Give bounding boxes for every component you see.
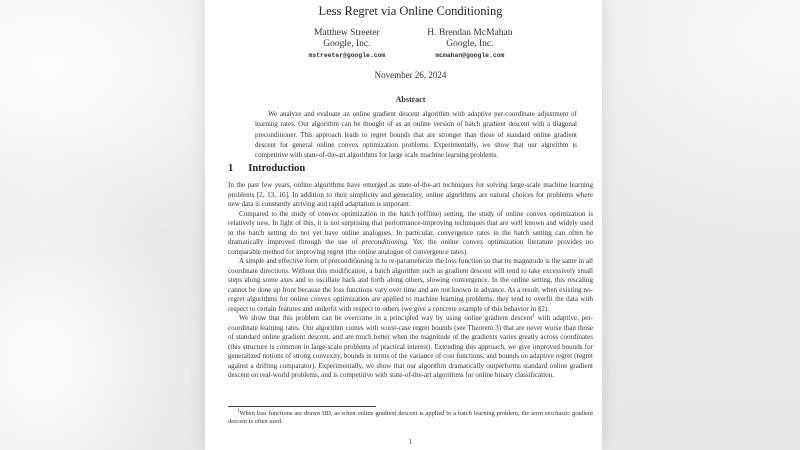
- introduction-section: [228, 160, 593, 405]
- paper-date: November 26, 2024: [374, 70, 447, 80]
- author-block: [228, 28, 593, 60]
- author-1: [309, 28, 386, 60]
- footnote-reference-marker: 1: [532, 313, 535, 319]
- footnote-rule: [228, 406, 376, 407]
- abstract-heading: Abstract: [395, 95, 426, 104]
- paragraph-4-text: We show that this problem can be overcome in a principled way by using online gradient descent: [239, 314, 533, 322]
- paragraph-4: [228, 314, 593, 381]
- section-number: 1: [228, 163, 234, 174]
- author-2-email: mcmahan@google.com: [435, 52, 505, 59]
- paper-title: Less Regret via Online Conditioning: [318, 4, 503, 18]
- paragraph-4-text-end: with adaptive, per-coordinate learning rates. Our algorithm comes with worst-case regret bounds (see Theorem 3) that are never worse than those of standard online gradient descent, and are much better when the magnitude of the gradients varies greatly across coordinates (this structure is common in large-scale problems of practical interest). Extending this approach, we give improved bounds for generalized notions of strong convexity, bounds in terms of the variance of cost functions, and bounds on adaptive regret (regret against a drifting comparator). Experimentally, we show that our algorithm dramatically outperforms standard online gradient descent on real-world problems, and is competitive with state-of-the-art algorithms for online binary classification.: [228, 314, 593, 379]
- author-2: [427, 28, 512, 60]
- section-title: Introduction: [248, 163, 306, 174]
- author-2-name: H. Brendan McMahan: [427, 28, 513, 38]
- author-1-name: Matthew Streeter: [314, 28, 380, 38]
- paragraph-2-italic-term: preconditioning: [361, 238, 407, 246]
- abstract-text: We analyze and evaluate an online gradient descent algorithm with adaptive per-coordinate adjustment of learning rates. Our algorithm can be thought of as an online version of batch gradient descent with a diagonal preconditioner. This approach leads to regret bounds that are stronger than those of standard online gradient descent for general online convex optimization problems. Experimentally, we show that our algorithm is competitive with state-of-the-art algorithms for large scale machine learning problems.: [255, 110, 577, 160]
- paragraph-3: A simple and effective form of preconditioning is to re-parameterize the loss function so that its magnitude is the same in all coordinate directions. Without this modification, a batch algorithm such as gradient descent will tend to take excessively small steps along some axes and to oscillate back and forth along others, slowing convergence. In the online setting, this rescaling cannot be done up front because the loss functions vary over time and are not known in advance. As a result, when existing no-regret algorithms for online convex optimization are applied to machine learning problems, they tend to overfit the data with respect to certain features and underfit with respect to others (we give a concrete example of this behavior in §2).: [228, 257, 593, 313]
- author-1-email: mstreeter@google.com: [308, 52, 386, 59]
- paper-page: [205, 0, 602, 450]
- footnote-text: When loss functions are drawn IID, as when online gradient descent is applied to a batch learning problem, the term stochastic gradient descent is often used.: [228, 410, 593, 426]
- section-heading: [228, 163, 593, 174]
- paragraph-2: [228, 210, 593, 258]
- page-number: 1: [408, 437, 413, 446]
- footnote: [228, 410, 593, 427]
- author-2-affiliation: Google, Inc.: [446, 39, 494, 49]
- paragraph-1: In the past few years, online algorithms have emerged as state-of-the-art techniques for solving large-scale machine learning problems [2, 13, 16]. In addition to their simplicity and generality, online algorithms are natural choices for problems where new data is constantly arriving and rapid adaptation is imporant.: [228, 181, 593, 208]
- author-1-affiliation: Google, Inc.: [323, 39, 371, 49]
- paragraph-2-text: Compared to the study of convex optimization in the batch (offline) setting, the study of online convex optimization is relatively new. In light of this, it is not surprising that performance-improving techniques that are well known and widely used in the batch setting do not yet have online analogues. In particular, convergence rates in the batch setting can often be dramatically improved through the use of: [228, 209, 593, 246]
- paragraph-2-text-end: . Yet, the online convex optimization literature provides no comparable method for improving regret (the online analogue of convergence rates).: [228, 238, 593, 256]
- footnote-marker: 1: [237, 408, 240, 414]
